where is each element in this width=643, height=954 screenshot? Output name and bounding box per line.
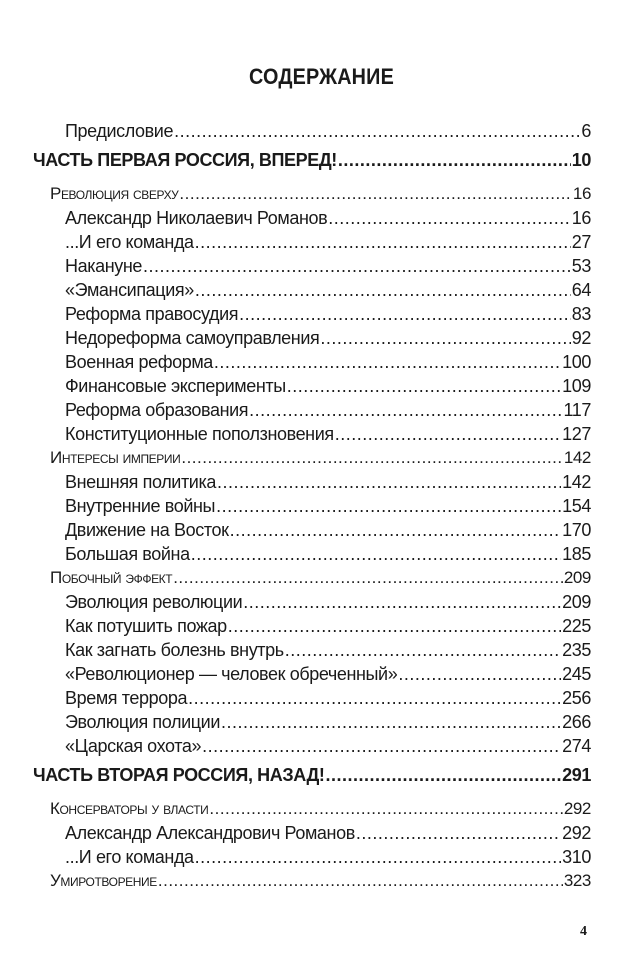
toc-entry-chapter[interactable] (65, 254, 591, 278)
toc-entry-title: Как потушить пожар (65, 616, 227, 636)
toc-entry-title: Внешняя политика (65, 472, 216, 492)
toc-entry-title: Реформа образования (65, 400, 249, 420)
dot-leader (326, 763, 562, 787)
toc-entry-chapter[interactable] (65, 350, 591, 374)
toc-entry-chapter[interactable] (65, 230, 591, 254)
toc-entry-section[interactable] (50, 869, 591, 893)
toc-entry-page: 109 (562, 376, 591, 396)
dot-leader (217, 470, 561, 494)
toc-entry-chapter[interactable] (65, 710, 591, 734)
toc-entry-part[interactable] (33, 148, 591, 172)
toc-entry-title: Как загнать болезнь внутрь (65, 640, 284, 660)
toc-entry-title: Накануне (65, 256, 142, 276)
toc-entry-chapter[interactable] (65, 734, 591, 758)
toc-entry-title: Внутренние войны (65, 496, 216, 516)
toc-entry-chapter[interactable] (65, 119, 591, 143)
toc-entry-page: 274 (562, 736, 591, 756)
dot-leader (174, 119, 580, 143)
toc-entry-page: 27 (571, 232, 591, 252)
toc-entry-chapter[interactable] (65, 494, 591, 518)
toc-entry-title: Побочный эффект (50, 568, 173, 587)
dot-leader (285, 638, 561, 662)
toc-entry-page: 225 (562, 616, 591, 636)
toc-entry-chapter[interactable] (65, 326, 591, 350)
toc-entry-title: Недореформа самоуправления (65, 328, 320, 348)
toc-entry-page: 53 (571, 256, 591, 276)
dot-leader (230, 518, 562, 542)
toc-entry-page: 209 (563, 568, 591, 587)
dot-leader (228, 614, 561, 638)
dot-leader (239, 302, 571, 326)
toc-entry-chapter[interactable] (65, 470, 591, 494)
dot-leader (338, 148, 571, 172)
dot-leader (158, 869, 563, 893)
dot-leader (179, 182, 571, 206)
toc-entry-page: 292 (563, 799, 591, 818)
dot-leader (328, 206, 571, 230)
toc-entry-title: Реформа правосудия (65, 304, 239, 324)
toc-entry-chapter[interactable] (65, 374, 591, 398)
toc-entry-page: 245 (562, 664, 591, 684)
toc-entry-page: 256 (562, 688, 591, 708)
toc-entry-title: ...И его команда (65, 847, 194, 867)
toc-entry-page: 16 (572, 184, 591, 203)
toc-title: СОДЕРЖАНИЕ (249, 64, 394, 89)
toc-entry-part[interactable] (33, 763, 591, 787)
dot-leader (195, 845, 561, 869)
toc-entry-page: 83 (571, 304, 591, 324)
toc-entry-title: Умиротворение (50, 871, 157, 890)
toc-entry-page: 292 (562, 823, 591, 843)
toc-entry-page: 291 (562, 765, 591, 785)
toc-entry-page: 6 (581, 121, 591, 141)
toc-entry-page: 154 (562, 496, 591, 516)
toc-entry-title: ЧАСТЬ ВТОРАЯ РОССИЯ, НАЗАД! (33, 765, 325, 785)
toc-entry-chapter[interactable] (65, 845, 591, 869)
toc-entry-title: Конституционные поползновения (65, 424, 334, 444)
toc-entry-page: 323 (563, 871, 591, 890)
toc-entry-section[interactable] (50, 797, 591, 821)
dot-leader (191, 542, 561, 566)
dot-leader (356, 821, 561, 845)
toc-entry-page: 64 (571, 280, 591, 300)
toc-entry-section[interactable] (50, 182, 591, 206)
toc-entry-title: Интересы империи (50, 448, 181, 467)
toc-entry-title: Эволюция революции (65, 592, 243, 612)
toc-entry-page: 209 (562, 592, 591, 612)
toc-entry-section[interactable] (50, 566, 591, 590)
toc-entry-page: 142 (563, 448, 591, 467)
toc-entry-title: Финансовые эксперименты (65, 376, 286, 396)
toc-entry-title: Время террора (65, 688, 188, 708)
toc-entry-chapter[interactable] (65, 542, 591, 566)
toc-entry-title: Военная реформа (65, 352, 213, 372)
dot-leader (335, 422, 561, 446)
toc-entry-chapter[interactable] (65, 518, 591, 542)
dot-leader (143, 254, 571, 278)
toc-entry-title: Александр Николаевич Романов (65, 208, 328, 228)
toc-entry-chapter[interactable] (65, 422, 591, 446)
toc-entry-section[interactable] (50, 446, 591, 470)
toc-entry-chapter[interactable] (65, 821, 591, 845)
toc-entry-chapter[interactable] (65, 302, 591, 326)
toc-entry-title: Революция сверху (50, 184, 179, 203)
toc-entry-page: 142 (562, 472, 591, 492)
toc-entry-page: 310 (562, 847, 591, 867)
toc-entry-chapter[interactable] (65, 686, 591, 710)
toc-entry-page: 235 (562, 640, 591, 660)
toc-entry-chapter[interactable] (65, 206, 591, 230)
toc-entry-chapter[interactable] (65, 614, 591, 638)
toc-entry-title: «Царская охота» (65, 736, 202, 756)
dot-leader (249, 398, 562, 422)
toc-entry-title: Большая война (65, 544, 190, 564)
dot-leader (188, 686, 561, 710)
toc-entry-title: Эволюция полиции (65, 712, 220, 732)
toc-entry-page: 170 (562, 520, 591, 540)
toc-entry-title: «Революционер — человек обреченный» (65, 664, 398, 684)
dot-leader (287, 374, 561, 398)
dot-leader (214, 350, 561, 374)
toc-entry-title: Александр Александрович Романов (65, 823, 355, 843)
toc-entry-page: 16 (571, 208, 591, 228)
dot-leader (209, 797, 562, 821)
toc-entry-chapter[interactable] (65, 662, 591, 686)
dot-leader (221, 710, 561, 734)
toc-entry-page: 266 (562, 712, 591, 732)
toc-entry-title: «Эмансипация» (65, 280, 194, 300)
toc-entry-title: Предисловие (65, 121, 174, 141)
dot-leader (195, 230, 571, 254)
dot-leader (216, 494, 561, 518)
toc-entry-chapter[interactable] (65, 590, 591, 614)
dot-leader (398, 662, 561, 686)
dot-leader (243, 590, 561, 614)
toc-entry-page: 10 (571, 150, 591, 170)
dot-leader (195, 278, 571, 302)
page-number: 4 (580, 924, 587, 939)
toc-entry-chapter[interactable] (65, 278, 591, 302)
toc-entry-page: 127 (562, 424, 591, 444)
toc-entry-page: 185 (562, 544, 591, 564)
toc-entry-title: Движение на Восток (65, 520, 229, 540)
toc-entry-title: Консерваторы у власти (50, 799, 209, 818)
toc-entry-title: ...И его команда (65, 232, 194, 252)
dot-leader (320, 326, 570, 350)
dot-leader (181, 446, 562, 470)
dot-leader (173, 566, 563, 590)
dot-leader (202, 734, 561, 758)
toc-entry-page: 92 (571, 328, 591, 348)
toc-entry-page: 117 (563, 400, 591, 420)
toc-entry-chapter[interactable] (65, 398, 591, 422)
toc-entry-title: ЧАСТЬ ПЕРВАЯ РОССИЯ, ВПЕРЕД! (33, 150, 337, 170)
toc-entry-chapter[interactable] (65, 638, 591, 662)
toc-entry-page: 100 (562, 352, 591, 372)
